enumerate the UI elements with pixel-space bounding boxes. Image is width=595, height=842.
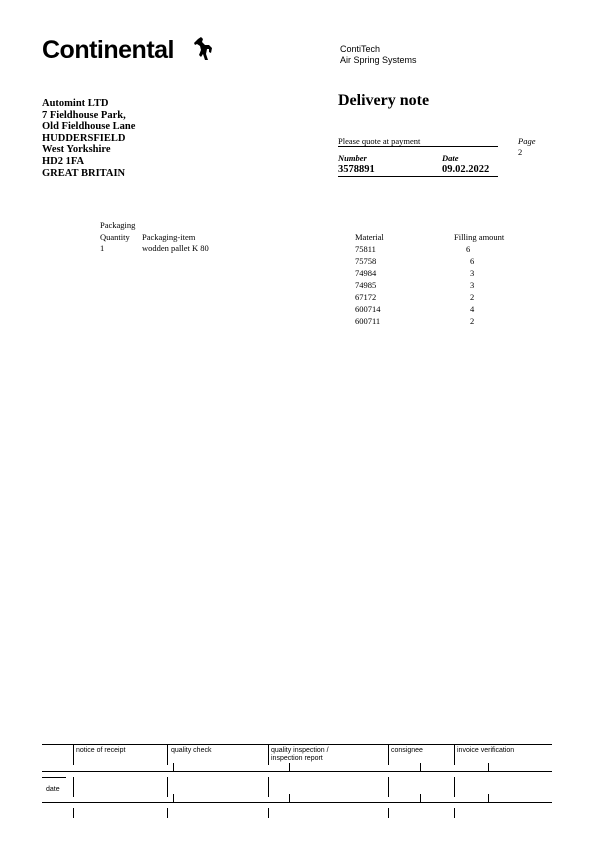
column-divider [268, 777, 269, 797]
column-divider [167, 745, 168, 765]
filling-amount-header: Filling amount [454, 232, 505, 242]
date-value: 09.02.2022 [442, 164, 490, 175]
amount-cell: 2 [470, 316, 475, 326]
material-column [355, 243, 381, 327]
material-header: Material [355, 232, 384, 242]
amount-cell: 4 [470, 304, 475, 314]
footer-top-rule [42, 744, 552, 745]
date-label: Date [442, 153, 459, 163]
footer-middle-rule [42, 771, 552, 772]
continental-logo: Continental [42, 36, 174, 64]
amount-column [466, 243, 474, 327]
packaging-quantity: 1 [100, 243, 105, 253]
tick-mark [488, 794, 489, 802]
column-divider [454, 745, 455, 765]
date-row-rule [42, 777, 66, 778]
column-divider [388, 808, 389, 818]
quality-check-label: quality check [171, 747, 212, 754]
packaging-item-header: Packaging-item [142, 232, 196, 242]
tick-mark [173, 794, 174, 802]
tick-mark [488, 763, 489, 771]
number-value: 3578891 [338, 164, 375, 175]
packaging-item: wodden pallet K 80 [142, 243, 209, 253]
amount-cell: 3 [470, 280, 475, 290]
date-row-label: date [46, 786, 60, 793]
material-cell: 600711 [355, 316, 381, 326]
address-line: Old Fieldhouse Lane [42, 121, 136, 133]
material-cell: 67172 [355, 292, 377, 302]
recipient-address [42, 98, 135, 179]
invoice-verification-label: invoice verification [457, 747, 515, 754]
company-line: ContiTech [340, 44, 381, 54]
column-divider [73, 808, 74, 818]
material-cell: 75758 [355, 256, 377, 266]
address-line: Automint LTD [42, 98, 109, 109]
material-cell: 74985 [355, 280, 377, 290]
tick-mark [420, 763, 421, 771]
packaging-label: Packaging [100, 220, 136, 230]
address-line: West Yorkshire [42, 144, 111, 156]
address-line: GREAT BRITAIN [42, 167, 126, 179]
quantity-header: Quantity [100, 232, 130, 242]
notice-of-receipt-label: notice of receipt [76, 747, 126, 754]
horse-icon [192, 36, 214, 62]
tick-mark [173, 763, 174, 771]
amount-cell: 6 [470, 256, 475, 266]
column-divider [388, 745, 389, 765]
company-name [340, 44, 417, 66]
number-label: Number [338, 153, 367, 163]
footer-bottom-rule [42, 802, 552, 803]
column-divider [454, 808, 455, 818]
material-cell: 600714 [355, 304, 381, 314]
amount-cell: 2 [470, 292, 475, 302]
page-label: Page [518, 136, 536, 146]
column-divider [388, 777, 389, 797]
number-underline [338, 176, 498, 177]
column-divider [268, 808, 269, 818]
address-line: HD2 1FA [42, 155, 85, 167]
quality-inspection-label [271, 747, 329, 763]
column-divider [454, 777, 455, 797]
inspection-report-line: inspection report [271, 755, 323, 762]
material-cell: 74984 [355, 268, 377, 278]
amount-cell: 3 [470, 268, 475, 278]
column-divider [73, 777, 74, 797]
tick-mark [289, 794, 290, 802]
column-divider [167, 808, 168, 818]
address-line: 7 Fieldhouse Park, [42, 109, 126, 121]
column-divider [268, 745, 269, 765]
amount-cell: 6 [466, 244, 471, 254]
quote-label: Please quote at payment [338, 136, 421, 146]
quality-inspection-line: quality inspection / [271, 747, 329, 754]
page-value: 2 [518, 147, 523, 157]
document-title: Delivery note [338, 92, 430, 109]
consignee-label: consignee [391, 747, 423, 754]
material-cell: 75811 [355, 244, 376, 254]
address-line: HUDDERSFIELD [42, 132, 126, 144]
column-divider [73, 745, 74, 765]
tick-mark [289, 763, 290, 771]
column-divider [167, 777, 168, 797]
company-line: Air Spring Systems [340, 55, 417, 65]
tick-mark [420, 794, 421, 802]
quote-underline [338, 146, 498, 147]
